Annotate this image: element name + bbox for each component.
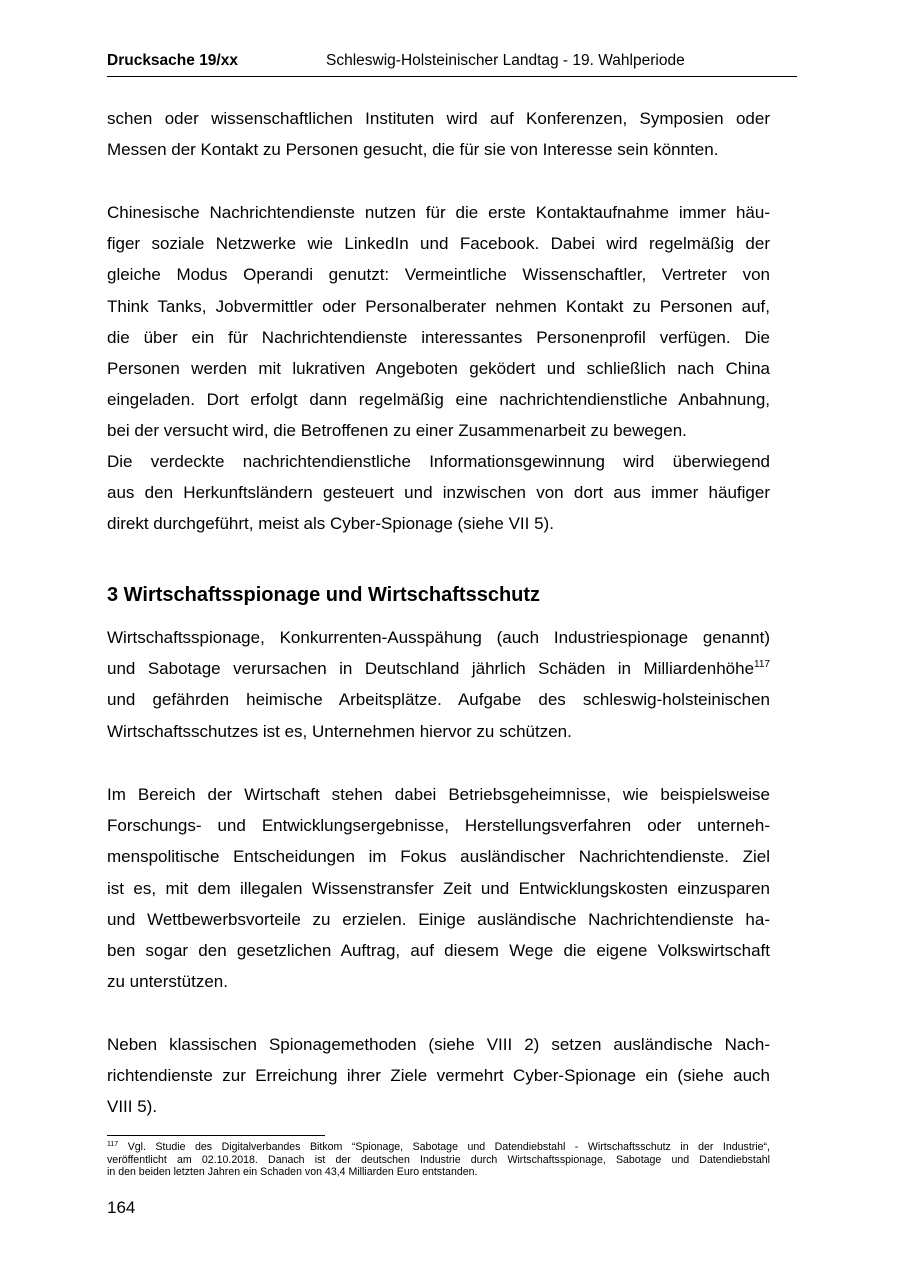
text-line: Forschungs- und Entwicklungsergebnisse, Herstellungsverfahren oder unterneh- (107, 816, 770, 836)
text-line: gleiche Modus Operandi genutzt: Vermeintliche Wissenschaftler, Vertreter von (107, 265, 770, 285)
text-line: die über ein für Nachrichtendienste interessantes Personenprofil verfügen. Die (107, 327, 770, 347)
header-title: Schleswig-Holsteinischer Landtag - 19. Wahlperiode (326, 52, 685, 69)
page-header (107, 50, 797, 77)
text-line: ben sogar den gesetzlichen Auftrag, auf diesem Wege die eigene Volkswirtschaft (107, 941, 770, 961)
text-line: ist es, mit dem illegalen Wissenstransfer Zeit und Entwicklungskosten einzusparen (107, 878, 770, 898)
footnote (107, 1141, 770, 1179)
text-line: figer soziale Netzwerke wie LinkedIn und Facebook. Dabei wird regelmäßig der (107, 234, 770, 254)
text-line: schen oder wissenschaftlichen Instituten wird auf Konferenzen, Symposien oder (107, 109, 770, 128)
text-line: Im Bereich der Wirtschaft stehen dabei Betriebsgeheimnisse, wie beispielsweise (107, 785, 770, 804)
text-line: Messen der Kontakt zu Personen gesucht, die für sie von Interesse sein könnten. (107, 140, 719, 160)
paragraph-cyber-espionage (107, 1029, 770, 1123)
footnote-line: veröffentlicht am 02.10.2018. Danach ist der deutschen Industrie durch Wirtschaftsspionage, Sabotage und Datendiebstahl (107, 1153, 770, 1166)
paragraph-economic-espionage (107, 622, 770, 747)
footnote-line (107, 1141, 770, 1154)
text-line: Think Tanks, Jobvermittler oder Personalberater nehmen Kontakt zu Personen auf, (107, 296, 770, 316)
text-segment: und Sabotage verursachen in Deutschland jährlich Schäden in Milliardenhöhe (107, 659, 755, 679)
text-line: menspolitische Entscheidungen im Fokus ausländischer Nachrichtendienste. Ziel (107, 847, 770, 867)
paragraph-business-secrets (107, 779, 770, 997)
footnote-reference[interactable]: 117 (754, 659, 770, 671)
paragraph-covert-collection (107, 446, 770, 540)
text-line: Personen werden mit lukrativen Angeboten geködert und schließlich nach China (107, 359, 770, 379)
text-line: VIII 5). (107, 1097, 158, 1117)
text-line: Chinesische Nachrichtendienste nutzen für die erste Kontaktaufnahme immer häu- (107, 203, 770, 222)
text-line (107, 653, 770, 684)
text-line: richtendienste zur Erreichung ihrer Ziele vermehrt Cyber-Spionage ein (siehe auch (107, 1066, 770, 1086)
section-heading: 3 Wirtschaftsspionage und Wirtschaftsschutz (107, 584, 541, 606)
text-line: und gefährden heimische Arbeitsplätze. Aufgabe des schleswig-holsteinischen (107, 690, 770, 710)
text-line: direkt durchgeführt, meist als Cyber-Spionage (siehe VII 5). (107, 514, 554, 534)
footnote-line: in den beiden letzten Jahren ein Schaden von 43,4 Milliarden Euro entstanden. (107, 1166, 478, 1178)
text-line: Wirtschaftsspionage, Konkurrenten-Ausspähung (auch Industriespionage genannt) (107, 628, 770, 647)
text-line: bei der versucht wird, die Betroffenen zu einer Zusammenarbeit zu bewegen. (107, 421, 687, 441)
document-number: Drucksache 19/xx (107, 52, 238, 69)
text-line: zu unterstützen. (107, 972, 228, 992)
paragraph-chinese-services (107, 197, 770, 447)
footnote-divider (107, 1135, 325, 1136)
text-line: Wirtschaftsschutzes ist es, Unternehmen hiervor zu schützen. (107, 721, 572, 741)
text-line: eingeladen. Dort erfolgt dann regelmäßig eine nachrichtendienstliche Anbahnung, (107, 390, 770, 410)
page-number: 164 (107, 1198, 136, 1217)
footnote-text: Vgl. Studie des Digitalverbandes Bitkom “Spionage, Sabotage und Datendiebstahl - Wirtschaftsschutz in der Industrie“, (127, 1141, 771, 1153)
footnote-number: 117 (107, 1141, 119, 1148)
text-line: aus den Herkunftsländern gesteuert und inzwischen von dort aus immer häufiger (107, 483, 770, 503)
paragraph-intro (107, 103, 770, 165)
text-line: Die verdeckte nachrichtendienstliche Informationsgewinnung wird überwiegend (107, 452, 770, 471)
text-line: und Wettbewerbsvorteile zu erzielen. Einige ausländische Nachrichtendienste ha- (107, 909, 770, 929)
text-line: Neben klassischen Spionagemethoden (siehe VIII 2) setzen ausländische Nach- (107, 1035, 770, 1054)
